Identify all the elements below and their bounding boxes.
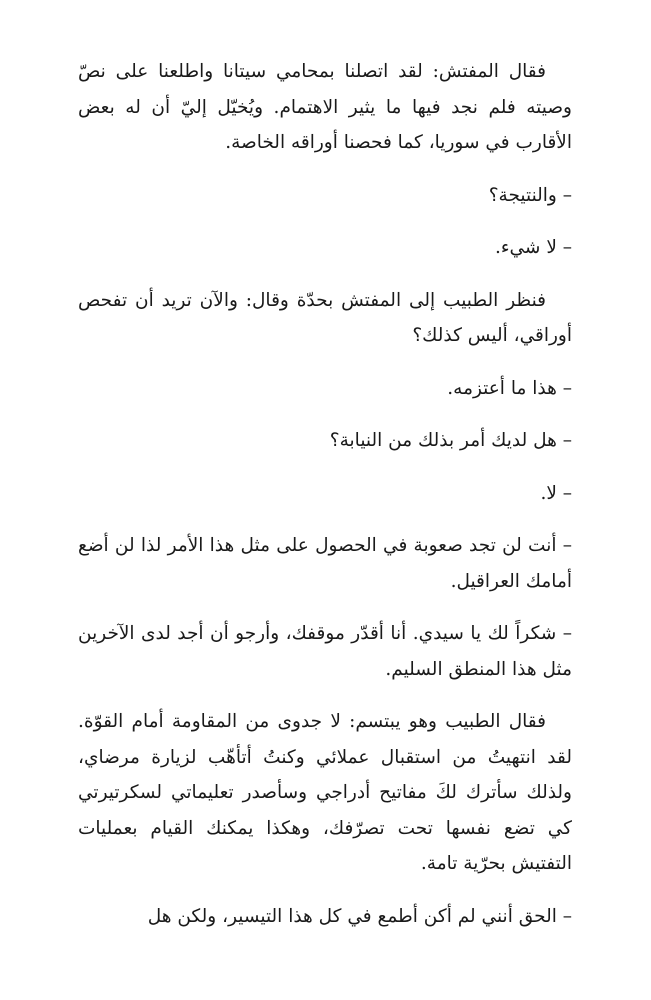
dialog-line-result: – والنتيجة؟ xyxy=(488,184,572,206)
book-page xyxy=(78,54,572,951)
dialog-line-no-obstacles: – أنت لن تجد صعوبة في الحصول على مثل هذا الأمر لذا لن أضع أمامك العراقيل. xyxy=(78,535,572,592)
dialog-line-nothing: – لا شيء. xyxy=(494,237,572,258)
dialog-line-order-question: – هل لديك أمر بذلك من النيابة؟ xyxy=(329,430,572,451)
paragraph-inspector-report: فقال المفتش: لقد اتصلنا بمحامي سيتانا واطلعنا على نصّ وصيته فلم نجد فيها ما يثير الاهتمام. ويُخيّل إليّ أن له بعض الأقارب في سوريا، كما فحصنا أوراقه الخاصة. xyxy=(78,61,572,153)
paragraph-doctor-smiles: فقال الطبيب وهو يبتسم: لا جدوى من المقاومة أمام القوّة. لقد انتهيتُ من استقبال عملائي وكنتُ أتأهّب لزيارة مرضاي، ولذلك سأترك لكَ مفاتيح أدراجي وسأصدر تعليماتي لسكرتيرتي كي تضع نفسها تحت تصرّفك، وهكذا يمكنك القيام بعمليات التفتيش بحرّية تامة. xyxy=(78,711,572,874)
dialog-line-thanks: – شكراً لك يا سيدي. أنا أقدّر موقفك، وأرجو أن أجد لدى الآخرين مثل هذا المنطق السليم. xyxy=(78,623,572,680)
dialog-line-intent: – هذا ما أعتزمه. xyxy=(447,377,572,399)
dialog-line-no: – لا. xyxy=(540,482,572,504)
dialog-line-truth: – الحق أنني لم أكن أطمع في كل هذا التيسير، ولكن هل xyxy=(147,905,572,927)
paragraph-doctor-looks: فنظر الطبيب إلى المفتش بحدّة وقال: والآن تريد أن تفحص أوراقي، أليس كذلك؟ xyxy=(78,289,572,346)
